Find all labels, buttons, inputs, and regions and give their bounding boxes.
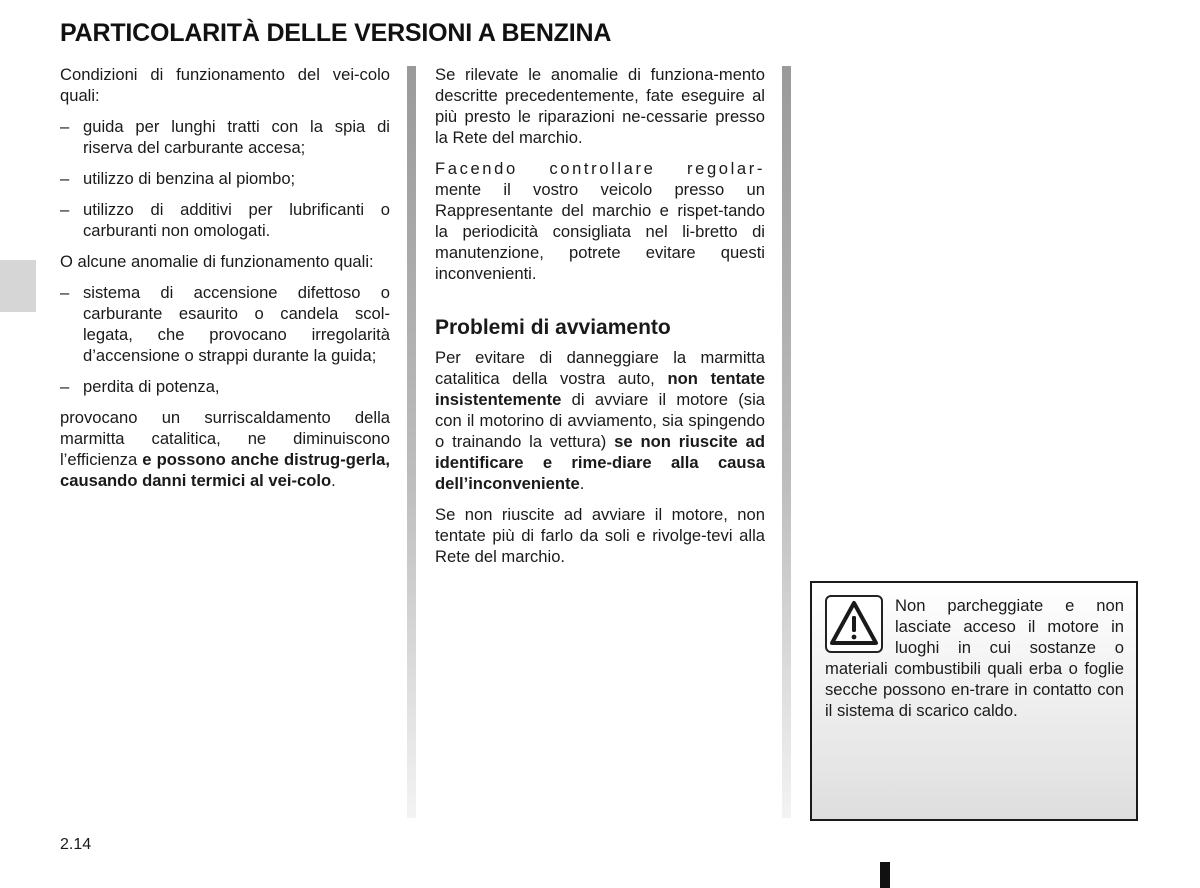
- maintenance-lead: Facendo controllare regolar-: [435, 159, 765, 178]
- consequence-text: provocano un surriscaldamento della marmitta catalitica, ne diminuiscono l’efficienza: [60, 408, 390, 469]
- starting-end: .: [579, 474, 585, 493]
- maintenance-paragraph: [435, 158, 765, 284]
- list-item: – utilizzo di additivi per lubrificanti o carburanti non omologati.: [60, 199, 390, 241]
- list-item: – sistema di accensione difettoso o carburante esaurito o candela scol-legata, che provocano irregolarità d’accensione o strappi durante la guida;: [60, 282, 390, 366]
- conditions-intro: Condizioni di funzionamento del vei-colo quali:: [60, 65, 390, 105]
- page-title: PARTICOLARITÀ DELLE VERSIONI A BENZINA: [60, 19, 612, 47]
- anomalies-intro: O alcune anomalie di funzionamento quali:: [60, 252, 374, 271]
- starting-text: Per evitare di danneggiare la marmitta catalitica della vostra auto,: [435, 348, 765, 388]
- consequence-bold: e possono anche distrug-gerla, causando danni termici al vei-colo: [60, 450, 390, 490]
- section-tab: [0, 260, 36, 312]
- conditions-list: [60, 116, 390, 241]
- warning-triangle-icon: [825, 595, 883, 653]
- page-edge-marker: [880, 862, 890, 888]
- page-number: 2.14: [60, 836, 92, 853]
- maintenance-text: mente il vostro veicolo presso un Rappresentante del marchio e rispet-tando la periodicità consigliata nel li-bretto di manutenzione, potrete evitare questi inconvenienti.: [435, 180, 765, 283]
- starting-text-mid: di avviare il motore (sia con il motorino di avviamento, sia spingendo o trainando la vettura): [435, 390, 765, 451]
- column-middle: [435, 64, 765, 577]
- column-divider-right: [782, 66, 791, 818]
- consequence-end: .: [331, 471, 336, 490]
- warning-box: [810, 581, 1138, 821]
- list-item: – utilizzo di benzina al piombo;: [60, 168, 390, 189]
- list-item: – guida per lunghi tratti con la spia di riserva del carburante accesa;: [60, 116, 390, 158]
- section-heading: Problemi di avviamento: [435, 316, 671, 339]
- network-paragraph: Se non riuscite ad avviare il motore, non tentate più di farlo da soli e rivolge-tevi alla Rete del marchio.: [435, 505, 765, 566]
- consequence-paragraph: [60, 407, 390, 491]
- warning-text: Non parcheggiate e non lasciate acceso il motore in luoghi in cui sostanze o materiali combustibili quali erba o foglie secche possono en-trare in contatto con il sistema di scarico caldo.: [825, 596, 1124, 720]
- column-divider-left: [407, 66, 416, 818]
- repair-paragraph: Se rilevate le anomalie di funziona-mento descritte precedentemente, fate eseguire al più presto le riparazioni ne-cessarie presso la Rete del marchio.: [435, 65, 765, 147]
- list-item: – perdita di potenza,: [60, 376, 390, 397]
- starting-bold-2: se non riuscite ad identificare e rime-diare alla causa dell’inconveniente: [435, 432, 765, 493]
- anomalies-list: [60, 282, 390, 397]
- starting-paragraph: [435, 347, 765, 494]
- column-left: [60, 64, 390, 501]
- starting-bold-1: non tentate insistentemente: [435, 369, 766, 409]
